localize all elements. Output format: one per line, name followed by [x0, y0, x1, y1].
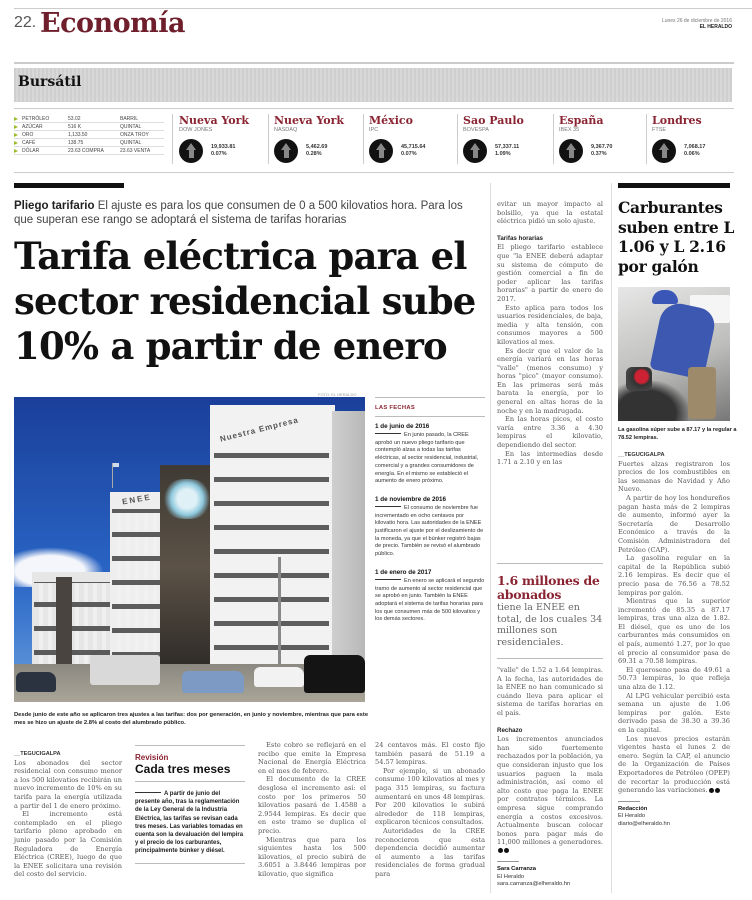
commodity-name: AZÚCAR	[22, 123, 43, 130]
divider	[14, 172, 734, 173]
fecha-text: En junio pasado, la CREE aprobó un nuevo pliego tarifario que contempló alzas a todas las tarifas eléctricas, al sector residencial, industrial, comercial y a grandes consumidores de energía. En el mismo se estableció el aumento de enero próximo.	[375, 432, 479, 485]
market-index: NASDAQ	[274, 127, 298, 133]
paragraph: Los abonados del sector residencial con consumo menor a los 500 kilovatios recibirán un nuevo incremento de 10% en su tarifa para la energía utilizada a partir del 1 de enero próximo.	[14, 758, 122, 810]
carburantes-headline: Carburantes suben entre L 1.06 y L 2.16 por galón	[618, 198, 735, 276]
section-title: Economía	[40, 8, 185, 39]
end-mark-icon	[715, 788, 720, 793]
paragraph	[497, 735, 603, 855]
author-name: Sara Carranza	[497, 866, 536, 873]
market-city: Londres	[652, 114, 702, 127]
pull-quote	[497, 563, 603, 659]
fecha-text: En enero se aplicará el segundo tramo de aumento al sector residencial que se aprobó en junio. También la ENEE adoptará el sistema de tarifas horarias para los que consumen más de 500 kilovatios y los demás sectores.	[375, 577, 485, 623]
carburantes-body	[618, 451, 730, 828]
author-email[interactable]: sara.carranza@elheraldo.hn	[497, 881, 571, 888]
triangle-bullet-icon	[14, 125, 18, 129]
arrow-up-icon	[463, 139, 487, 163]
commodity-row	[14, 147, 164, 155]
divider	[14, 108, 734, 109]
commodity-value: 1,133.50	[68, 131, 88, 138]
deck-label: Pliego tarifario	[14, 200, 95, 212]
market-change: 0.07%	[211, 151, 227, 157]
market-index: BOVESPA	[463, 127, 489, 133]
column-divider	[553, 114, 554, 164]
market-change: 0.28%	[306, 151, 322, 157]
commodity-row	[14, 123, 164, 131]
paragraph: 24 centavos más. El costo fijo también pasará de 51.19 a 54.57 lempiras.	[375, 741, 485, 767]
commodity-name: PETRÓLEO	[22, 115, 50, 122]
arrow-up-icon	[274, 139, 298, 163]
dateline-location: __TEGUCIGALPA	[618, 452, 665, 458]
market-value: 57,337.11	[495, 144, 520, 150]
story-deck	[14, 199, 484, 227]
enee-logo	[162, 479, 212, 519]
market-ipc	[369, 114, 461, 157]
commodity-row	[14, 139, 164, 147]
end-mark-icon	[709, 788, 714, 793]
commodity-unit: QUINTAL	[120, 123, 142, 130]
building-sign: Nuestra Empresa	[219, 415, 300, 444]
paragraph: Por ejemplo, si un abonado consume 100 kilovatios al mes y paga 315 lempiras, su factura aumentará en unos 48 lempiras. Por 200 kilovatios le subirá alrededor de 118 lempiras, explicaron técnicos consultados.	[375, 766, 485, 827]
bursatil-title: Bursátil	[18, 74, 82, 90]
column-divider	[172, 114, 173, 164]
author-email[interactable]: diario@elheraldo.hn	[618, 820, 670, 827]
building-sign: ENEE	[121, 492, 153, 507]
paragraph	[618, 735, 730, 795]
revision-box	[135, 745, 245, 864]
paragraph: Autoridades de la CREE reconocieron que esta dependencia decidió aumentar el aumento a las tarifas residenciales de forma gradual para	[375, 826, 485, 878]
fechas-label: LAS FECHAS	[375, 405, 485, 417]
paragraph: "valle" de 1.52 a 1.64 lempiras. A la fecha, las autoridades de la ENEE no han comunicado si cuándo lleva para aplicar el sistema de tarifas horarias en el país.	[497, 666, 603, 717]
gas-station-photo	[618, 287, 730, 421]
author-name: Redacción	[618, 805, 648, 812]
commodity-value: 23.63 COMPRA	[68, 147, 104, 154]
market-index: IBEX 35	[559, 127, 580, 133]
arrow-up-icon	[179, 139, 203, 163]
market-value: 7,068.17	[684, 144, 706, 150]
commodities-table	[14, 115, 164, 155]
market-index: IPC	[369, 127, 379, 133]
paragraph: evitar un mayor impacto al bolsillo, ya que la estatal eléctrica pidió un solo ajuste.	[497, 200, 603, 226]
market-city: México	[369, 114, 413, 127]
pull-quote-text: tiene la ENEE en total, de los cuales 34 millones son residenciales.	[497, 602, 603, 648]
commodity-value: 138.75	[68, 139, 84, 146]
market-city: España	[559, 114, 604, 127]
paragraph: Este cobro se reflejará en el recibo que emite la Empresa Nacional de Energía Eléctrica en el mes de febrero.	[258, 741, 366, 775]
market-dow-jones	[179, 114, 271, 157]
commodity-unit: QUINTAL	[120, 139, 142, 146]
page-number: 22.	[14, 14, 37, 31]
revision-text: A partir de junio del presente año, tras la reglamentación de la Ley General de la Industria Eléctrica, las tarifas se revisan cada tres meses. Las variables tomadas en cuenta son la devaluación del lempira y el precio de los carburantes, principalmente búnker y diésel.	[135, 791, 244, 855]
paragraph: En las horas picos, el costo varía entre 3.36 a 4.30 lempiras el kilovatio, dependiendo del sector.	[497, 415, 603, 450]
pull-quote-figure: 1.6 millones de abonados	[497, 573, 600, 602]
market-city: Nueva York	[274, 114, 345, 127]
triangle-bullet-icon	[14, 149, 18, 153]
market-value: 9,367.70	[591, 144, 613, 150]
end-mark-icon	[498, 848, 503, 853]
carburantes-photo-caption: La gasolina súper sube a 87.17 y la regular a 78.52 lempiras.	[618, 427, 737, 441]
enee-building-photo	[14, 397, 365, 702]
market-ftse	[652, 114, 744, 157]
fecha-text: El consumo de noviembre fue incrementado en ocho centavos por kilovatio hora. Las autoridades de la ENEE justificaron el ajuste por el deslizamiento de la moneda, ya que el búnker registró bajas de precio. También se revisó el alumbrado público.	[375, 504, 484, 558]
paragraph: Esto aplica para todos los usuarios residenciales, de baja, media y alta tensión, con consumos mayores a 500 kilovatios al mes.	[497, 303, 603, 346]
paragraph: Es decir que el valor de la energía variará en las horas "valle" (menos consumo) y horas "pico" (mayor consumo). En las primeras será más barata la energía, por lo general en altas horas de la noche y en la madrugada.	[497, 346, 603, 415]
subhead-tarifas-horarias: Tarifas horarias	[497, 234, 543, 242]
column-rule	[490, 183, 491, 893]
market-index: FTSE	[652, 127, 667, 133]
paragraph-text: Los nuevos precios estarán vigentes hasta el lunes 2 de enero. Según la CAP, el anuncio de la Organización de Países Exportadores de Petróleo (OPEP) de recortar la producción está generando las variaciones.	[618, 734, 730, 795]
triangle-bullet-icon	[14, 133, 18, 137]
paragraph: La gasolina regular en la capital de la República subió 2.16 lempiras. Es decir que el precio pasa de 76.56 a 78.52 lempiras por galón.	[618, 554, 730, 597]
revision-title: Cada tres meses	[135, 762, 231, 776]
paragraph: El documento de la CREE desglosa el incremento así: el costo por los primeros 50 kilovatios pasará de 1.4588 a 2.9544 lempiras. Es decir que en este tramo se duplica el precio.	[258, 775, 366, 835]
paper-name: EL HERALDO	[699, 24, 732, 30]
author-outlet: El Heraldo	[618, 813, 646, 820]
kicker-bar	[618, 183, 730, 188]
fecha-date: 1 de enero de 2017	[375, 568, 432, 576]
commodity-unit: BARRIL	[120, 115, 139, 122]
column-divider	[363, 114, 364, 164]
article-column	[258, 741, 366, 879]
column-divider	[457, 114, 458, 164]
paragraph: Mientras que la superior incrementó de 85.35 a 87.17 lempiras, tras una alza de 1.82. El diésel, que es uno de los carburantes más consumidos en el país, aumentó 1.27, por lo que el precio al consumidor pasa de 69.31 a 70.58 lempiras.	[618, 597, 730, 666]
subhead-rechazo: Rechazo	[497, 726, 523, 734]
article-column	[497, 200, 603, 467]
photo-caption: Desde junio de este año se aplicaron tres ajustes a las tarifas: dos por generación, en junio y noviembre, mientras que para este mes se hizo un ajuste de 2.8% al costo del alumbrado público.	[14, 712, 369, 726]
commodity-value: 516 K	[68, 123, 82, 130]
column-divider	[646, 114, 647, 164]
paragraph: A partir de hoy los hondureños pagan hasta más de 2 lempiras de aumento, informó ayer la Secretaría de Desarrollo Económico a través de la Comisión Administradora del Petróleo (CAP).	[618, 493, 730, 554]
commodity-unit: 23.63 VENTA	[120, 147, 151, 154]
market-change: 1.09%	[495, 151, 511, 157]
arrow-up-icon	[559, 139, 583, 163]
author-outlet: El Heraldo	[497, 873, 525, 880]
photo-credit: FOTO: EL HERALDO	[318, 392, 357, 397]
bursatil-band	[14, 68, 732, 102]
commodity-name: DÓLAR	[22, 147, 40, 154]
paragraph: En las intermedias desde 1.71 a 2.10 y en las	[497, 449, 603, 467]
market-nasdaq	[274, 114, 366, 157]
paragraph: Al LPG vehicular percibió esta semana un ajuste de 1.06 lempiras por galón. Este derivado pasa de 38.30 a 39.36 en la capital.	[618, 691, 730, 734]
market-change: 0.07%	[401, 151, 417, 157]
market-ibex	[559, 114, 651, 157]
paragraph: El incremento está contemplado en el pliego tarifario pleno aprobado en junio pasado por la Comisión Reguladora de Energía Eléctrica (CREE), luego de que la ENEE solicitara una revisión del costo del servicio.	[14, 810, 122, 879]
commodity-row	[14, 115, 164, 123]
las-fechas-box	[375, 397, 485, 624]
article-column	[375, 741, 485, 879]
market-bovespa	[463, 114, 555, 157]
market-index: DOW JONES	[179, 127, 213, 133]
column-rule	[611, 183, 612, 893]
commodity-row	[14, 131, 164, 139]
commodity-value: 53.02	[68, 115, 81, 122]
commodity-unit: ONZA TROY	[120, 131, 149, 138]
triangle-bullet-icon	[14, 141, 18, 145]
byline	[497, 861, 603, 889]
paragraph: El queroseno pasa de 49.61 a 50.73 lempiras, lo que refleja una alza de 1.12.	[618, 665, 730, 692]
commodity-name: CAFÉ	[22, 139, 36, 146]
paragraph-text: Los incrementos anunciados han sido fuertemente rechazados por la población, ya que consideran injusto que los usuarios paguen la mala administración, así como el alto costo que paga la ENEE por contratos térmicos. La empresa sigue comprando energía a costos excesivos. Actualmente buscan colocar bonos para pagar más de 11,000 millones a generadores.	[497, 735, 603, 847]
paragraph: Fuertes alzas registraron los precios de los combustibles en las semanas de Navidad y Año Nuevo.	[618, 459, 730, 494]
paragraph: El pliego tarifario establece que "la ENEE deberá adaptar su sistema de cómputo de gestión comercial a fin de poder aplicar las tarifas horarias" a partir de enero de 2017.	[497, 243, 603, 303]
revision-label: Revisión	[135, 753, 169, 762]
arrow-up-icon	[369, 139, 393, 163]
divider	[14, 62, 734, 64]
market-value: 19,933.81	[211, 144, 236, 150]
deck-text: El ajuste es para los que consumen de 0 a 500 kilovatios hora. Para los que superan ese rango se adoptará el sistema de tarifas horarias	[14, 200, 463, 226]
triangle-bullet-icon	[14, 117, 18, 121]
market-city: Nueva York	[179, 114, 250, 127]
arrow-up-icon	[652, 139, 676, 163]
paragraph: Mientras que para los siguientes hasta los 500 kilovatios, el precio subirá de 3.6051 a 3.8446 lempiras por kilovatio, que significa	[258, 835, 366, 878]
kicker-bar	[14, 183, 124, 188]
market-change: 0.06%	[684, 151, 700, 157]
commodity-name: ORO	[22, 131, 34, 138]
market-change: 0.37%	[591, 151, 607, 157]
fecha-date: 1 de noviembre de 2016	[375, 495, 447, 503]
byline	[618, 801, 730, 829]
dateline-location: __TEGUCIGALPA	[14, 751, 61, 757]
market-city: Sao Paulo	[463, 114, 524, 127]
market-value: 5,462.69	[306, 144, 328, 150]
article-column	[497, 666, 603, 889]
fecha-date: 1 de junio de 2016	[375, 423, 430, 430]
end-mark-icon	[504, 848, 509, 853]
main-headline: Tarifa eléctrica para el sector residencial sube 10% a partir de enero	[14, 234, 476, 368]
masthead-dateline	[662, 18, 732, 30]
column-divider	[268, 114, 269, 164]
market-value: 45,715.64	[401, 144, 426, 150]
article-column	[14, 750, 122, 879]
issue-date: Lunes 26 de diciembre de 2016	[661, 18, 732, 24]
